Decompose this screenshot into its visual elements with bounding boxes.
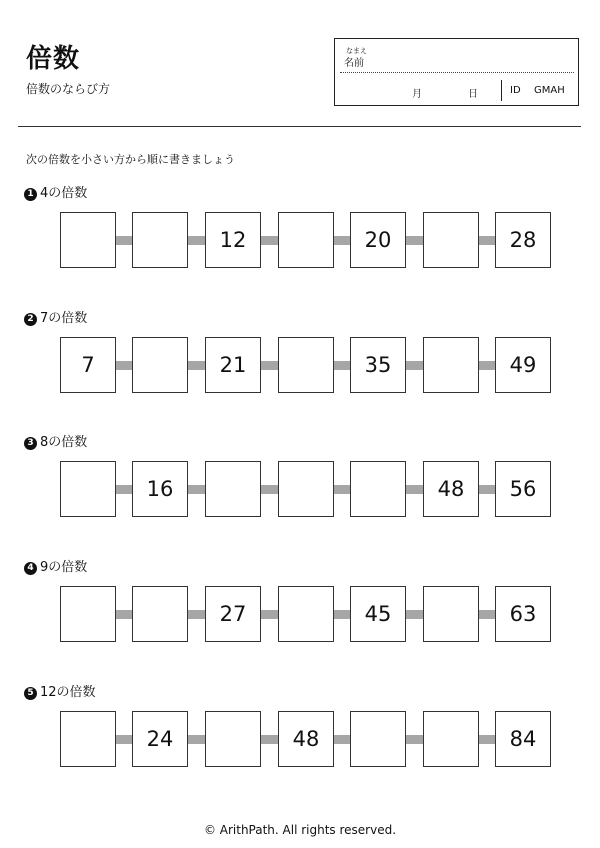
problem-label: [24, 681, 96, 700]
problem-title: 4の倍数: [40, 186, 88, 201]
problem-title: 9の倍数: [40, 560, 88, 575]
answer-blank-cell[interactable]: [132, 337, 188, 393]
given-number-cell: 45: [350, 586, 406, 642]
problem-label: [24, 556, 87, 575]
answer-blank-cell[interactable]: [350, 711, 406, 767]
name-label: 名前: [344, 58, 364, 69]
cell-connector: [261, 485, 278, 494]
answer-blank-cell[interactable]: [278, 586, 334, 642]
problem-number-badge: 1: [24, 188, 37, 201]
cell-connector: [116, 610, 132, 619]
cell-connector: [479, 485, 495, 494]
cell-connector: [261, 361, 278, 370]
given-number-cell: 48: [278, 711, 334, 767]
problem-label: [24, 307, 87, 326]
cell-connector: [479, 610, 495, 619]
cell-connector: [261, 236, 278, 245]
cell-connector: [479, 236, 495, 245]
given-number-cell: 56: [495, 461, 551, 517]
cell-connector: [334, 735, 350, 744]
answer-blank-cell[interactable]: [205, 461, 261, 517]
answer-blank-cell[interactable]: [60, 711, 116, 767]
cell-connector: [188, 361, 205, 370]
cell-connector: [116, 485, 132, 494]
cell-connector: [406, 610, 423, 619]
instruction-text: 次の倍数を小さい方から順に書きましょう: [26, 153, 235, 166]
given-number-cell: 49: [495, 337, 551, 393]
given-number-cell: 84: [495, 711, 551, 767]
given-number-cell: 20: [350, 212, 406, 268]
given-number-cell: 63: [495, 586, 551, 642]
id-separator: [501, 80, 502, 101]
problem-number-badge: 3: [24, 437, 37, 450]
answer-blank-cell[interactable]: [132, 586, 188, 642]
cell-connector: [116, 361, 132, 370]
answer-blank-cell[interactable]: [278, 212, 334, 268]
cell-connector: [406, 361, 423, 370]
problem-label: [24, 431, 87, 450]
page-title: 倍数: [26, 44, 81, 74]
answer-blank-cell[interactable]: [278, 337, 334, 393]
problem-title: 12の倍数: [40, 685, 96, 700]
answer-blank-cell[interactable]: [423, 337, 479, 393]
cell-connector: [334, 485, 350, 494]
cell-connector: [261, 610, 278, 619]
cell-connector: [406, 485, 423, 494]
cell-connector: [334, 361, 350, 370]
cell-connector: [188, 610, 205, 619]
given-number-cell: 21: [205, 337, 261, 393]
answer-blank-cell[interactable]: [423, 586, 479, 642]
name-dotted-line: [340, 72, 574, 73]
cell-connector: [334, 236, 350, 245]
given-number-cell: 35: [350, 337, 406, 393]
answer-blank-cell[interactable]: [60, 212, 116, 268]
given-number-cell: 48: [423, 461, 479, 517]
answer-blank-cell[interactable]: [60, 461, 116, 517]
id-value: GMAH: [534, 85, 565, 96]
answer-blank-cell[interactable]: [350, 461, 406, 517]
name-furigana: なまえ: [346, 47, 367, 55]
cell-connector: [406, 735, 423, 744]
footer-copyright: © ArithPath. All rights reserved.: [203, 823, 397, 837]
problem-label: [24, 182, 87, 201]
answer-blank-cell[interactable]: [423, 212, 479, 268]
problem-number-badge: 4: [24, 562, 37, 575]
answer-blank-cell[interactable]: [278, 461, 334, 517]
id-label: ID: [510, 85, 521, 96]
cell-connector: [116, 735, 132, 744]
given-number-cell: 28: [495, 212, 551, 268]
cell-connector: [479, 361, 495, 370]
given-number-cell: 12: [205, 212, 261, 268]
cell-connector: [188, 485, 205, 494]
problem-number-badge: 5: [24, 687, 37, 700]
page-subtitle: 倍数のならび方: [26, 82, 111, 96]
problem-number-badge: 2: [24, 313, 37, 326]
problem-title: 7の倍数: [40, 311, 88, 326]
header-divider: [18, 126, 581, 127]
cell-connector: [479, 735, 495, 744]
given-number-cell: 16: [132, 461, 188, 517]
cell-connector: [261, 735, 278, 744]
answer-blank-cell[interactable]: [60, 586, 116, 642]
cell-connector: [406, 236, 423, 245]
given-number-cell: 27: [205, 586, 261, 642]
answer-blank-cell[interactable]: [132, 212, 188, 268]
answer-blank-cell[interactable]: [423, 711, 479, 767]
problem-title: 8の倍数: [40, 435, 88, 450]
month-label: 月: [412, 89, 422, 100]
answer-blank-cell[interactable]: [205, 711, 261, 767]
given-number-cell: 24: [132, 711, 188, 767]
cell-connector: [188, 236, 205, 245]
cell-connector: [334, 610, 350, 619]
cell-connector: [116, 236, 132, 245]
given-number-cell: 7: [60, 337, 116, 393]
day-label: 日: [468, 89, 478, 100]
cell-connector: [188, 735, 205, 744]
